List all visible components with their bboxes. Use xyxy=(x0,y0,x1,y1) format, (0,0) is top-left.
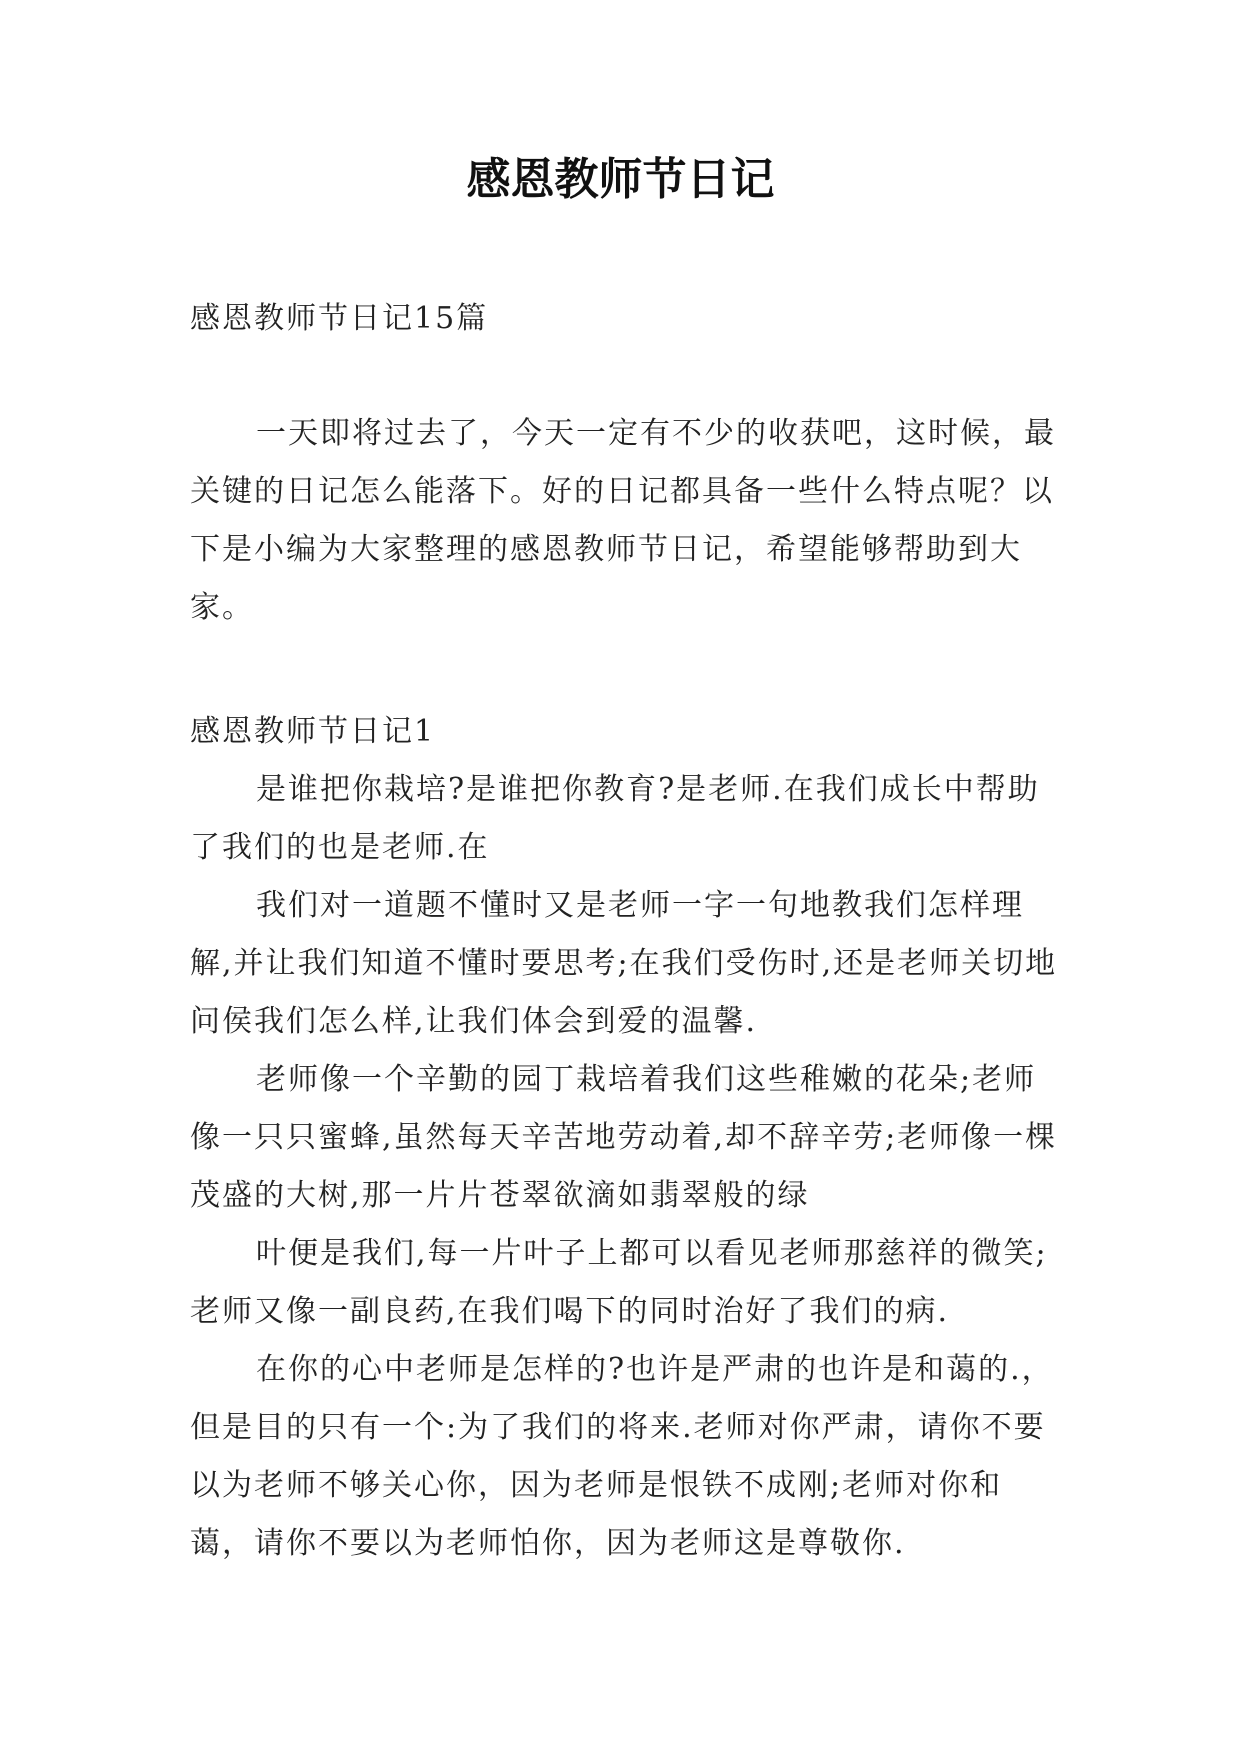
intro-paragraph: 一天即将过去了，今天一定有不少的收获吧，这时候，最关键的日记怎么能落下。好的日记都具备一些什么特点呢？以下是小编为大家整理的感恩教师节日记，希望能够帮助到大家。 xyxy=(190,416,1056,625)
document-subtitle: 感恩教师节日记15篇 xyxy=(190,301,489,336)
body-paragraph: 我们对一道题不懂时又是老师一字一句地教我们怎样理解,并让我们知道不懂时要思考;在我们受伤时,还是老师关切地问侯我们怎么样,让我们体会到爱的温馨. xyxy=(190,888,1058,1039)
body-paragraph: 在你的心中老师是怎样的?也许是严肃的也许是和蔼的.，但是目的只有一个:为了我们的将来.老师对你严肃，请你不要以为老师不够关心你，因为老师是恨铁不成刚;老师对你和蔼，请你不要以为老师怕你，因为老师这是尊敬你. xyxy=(190,1352,1054,1561)
body-paragraph: 老师像一个辛勤的园丁栽培着我们这些稚嫩的花朵;老师像一只只蜜蜂,虽然每天辛苦地劳动着,却不辞辛劳;老师像一棵茂盛的大树,那一片片苍翠欲滴如翡翠般的绿 xyxy=(190,1062,1058,1213)
body-paragraph: 叶便是我们,每一片叶子上都可以看见老师那慈祥的微笑;老师又像一副良药,在我们喝下的同时治好了我们的病. xyxy=(190,1236,1048,1329)
section-title: 感恩教师节日记1 xyxy=(190,714,436,749)
document-title: 感恩教师节日记 xyxy=(466,154,775,205)
body-paragraph: 是谁把你栽培?是谁把你教育?是老师.在我们成长中帮助了我们的也是老师.在 xyxy=(190,772,1040,865)
